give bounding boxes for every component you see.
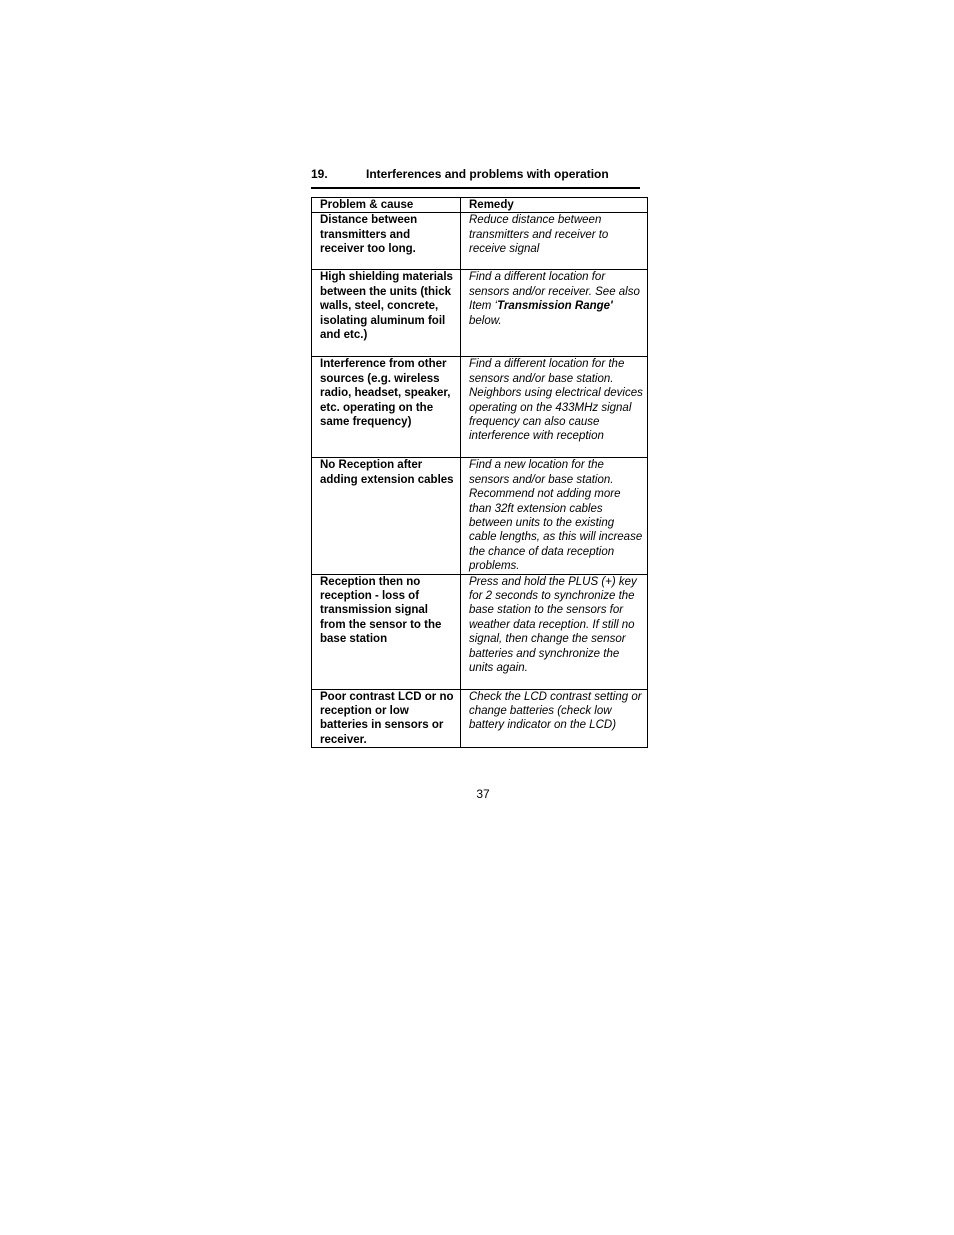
remedy-cell	[461, 270, 648, 357]
remedy-cell: Reduce distance between transmitters and receiver to receive signal	[461, 213, 648, 270]
table-row	[312, 270, 648, 357]
remedy-cell: Find a new location for the sensors and/or base station. Recommend not adding more than 32ft extension cables between units to the existing cable lengths, as this will increase the chance of data reception problems.	[461, 458, 648, 574]
section-heading	[311, 167, 640, 189]
problem-cell: Interference from other sources (e.g. wireless radio, headset, speaker, etc. operating on the same frequency)	[312, 357, 461, 458]
problem-cell: High shielding materials between the units (thick walls, steel, concrete, isolating aluminum foil and etc.)	[312, 270, 461, 357]
table-row	[312, 689, 648, 748]
table-row	[312, 213, 648, 270]
header-problem: Problem & cause	[312, 198, 461, 213]
page-number: 37	[476, 787, 490, 801]
section-title: Interferences and problems with operation	[366, 167, 609, 181]
remedy-cell: Press and hold the PLUS (+) key for 2 seconds to synchronize the base station to the sensors for weather data reception. If still no signal, then change the sensor batteries and synchronize the units again.	[461, 574, 648, 689]
troubleshooting-table	[311, 197, 648, 748]
remedy-text: Find a different location for sensors and/or receiver. See also Item ‘	[469, 271, 640, 313]
section-number: 19.	[311, 167, 328, 181]
problem-cell: Poor contrast LCD or no reception or low batteries in sensors or receiver.	[312, 689, 461, 748]
remedy-text: below.	[469, 314, 502, 327]
remedy-cell: Check the LCD contrast setting or change batteries (check low battery indicator on the LCD)	[461, 689, 648, 748]
header-remedy: Remedy	[461, 198, 648, 213]
remedy-cell: Find a different location for the sensors and/or base station. Neighbors using electrical devices operating on the 433MHz signal frequency can also cause interference with reception	[461, 357, 648, 458]
table-row	[312, 357, 648, 458]
remedy-emphasis: Transmission Range'	[497, 300, 613, 313]
table-row	[312, 458, 648, 574]
problem-cell: Reception then no reception - loss of transmission signal from the sensor to the base station	[312, 574, 461, 689]
problem-cell: Distance between transmitters and receiver too long.	[312, 213, 461, 270]
table-header-row	[312, 198, 648, 213]
table-row	[312, 574, 648, 689]
problem-cell: No Reception after adding extension cables	[312, 458, 461, 574]
